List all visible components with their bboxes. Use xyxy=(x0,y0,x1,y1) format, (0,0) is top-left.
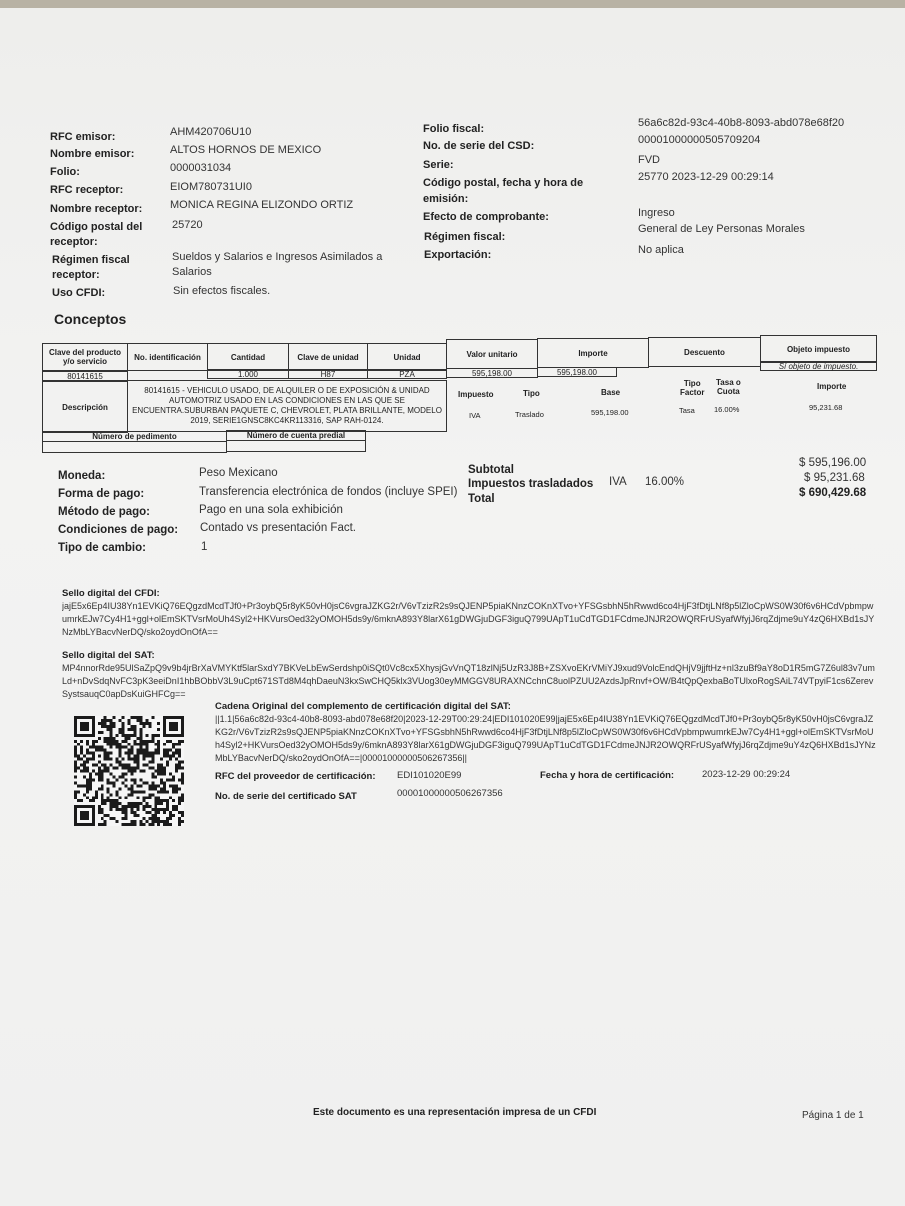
exportacion-label: Exportación: xyxy=(424,249,492,261)
metodo-pago-value: Pago en una sola exhibición xyxy=(199,504,343,516)
cuenta-predial-value-cell xyxy=(226,440,366,452)
serie-csd-label: No. de serie del CSD: xyxy=(423,140,535,152)
th-valor-unitario: Valor unitario xyxy=(446,339,538,369)
uso-cfdi-value: Sin efectos fiscales. xyxy=(173,285,271,297)
imp-th-tasa-cuota xyxy=(716,378,741,396)
pedimento-value-cell xyxy=(42,441,227,453)
imp-th-tipo-factor-2: Factor xyxy=(680,388,705,397)
cp-fecha-label-1: Código postal, fecha y hora de xyxy=(423,177,584,189)
impuestos-trasladados-label: Impuestos trasladados xyxy=(468,478,594,490)
efecto-value: Ingreso xyxy=(638,207,675,219)
th-objeto-impuesto: Objeto impuesto xyxy=(760,335,877,363)
td-clave-unidad: H87 xyxy=(288,369,368,379)
sello-sat-label: Sello digital del SAT: xyxy=(62,650,155,661)
imp-th-base: Base xyxy=(601,388,621,397)
cp-fecha-label-2: emisión: xyxy=(423,193,469,205)
folio-fiscal-value: 56a6c82d-93c4-40b8-8093-abd078e68f20 xyxy=(638,117,845,129)
uso-cfdi-label: Uso CFDI: xyxy=(52,287,106,299)
imp-th-importe: Importe xyxy=(817,382,847,391)
cadena-original-label: Cadena Original del complemento de certificación digital del SAT: xyxy=(215,701,511,712)
th-clave-producto: Clave del producto y/o servicio xyxy=(42,343,128,371)
td-valor-unitario: 595,198.00 xyxy=(446,368,538,378)
td-importe: 595,198.00 xyxy=(537,367,617,377)
cp-receptor-label-1: Código postal del xyxy=(50,221,143,233)
cadena-original-value: ||1.1|56a6c82d-93c4-40b8-8093-abd078e68f20|2023-12-29T00:29:24|EDI101020E99|jajE5x6Ep4IU38Yn1EVKiQ76EQgzdMcdTJf0+Pr3oybQ5r8yK50vH0jsC6vgraJZKG2r/V6vTzizR2s9sQJENP5piaKNnzCOKnXTvo+YFSGsbhN5hRwwd6co4HjF3fDtjLNf8p5lZloCpWS0W30f6v6HCdVpbmpwumrkEJw7Cy4H1+ggl+olEmSKTVsrMoUh4Syl2+HKVursOed32yOMOH5ds9y/6mknA893Y8larX61gDWGjuDGF3iguQ799UApT1uCdTGD1FCdmeJNJR2OWQRFrUSyafWfyjJ6rqZdjme9uY4zQ6HXBd1sJYNzMbLYBacvNerDQ/sko2oydOnOfA==|00001000000506267356|| xyxy=(215,714,876,763)
cp-receptor-label-2: receptor: xyxy=(50,236,98,248)
imp-td-tipo-factor: Tasa xyxy=(679,406,695,415)
conceptos-title: Conceptos xyxy=(54,311,127,327)
cp-fecha-value: 25770 2023-12-29 00:29:14 xyxy=(638,171,774,183)
sello-sat-value: MP4nnorRde95UlSaZpQ9v9b4jrBrXaVMYKtf5larSxdY7BKVeLbEwSerdshp0iSQt0Vc8cx5XhysjGvVnQT18zlNj5UzR3J8B+ZSXvoEKrVMiYJ9xud9VolcEndQHjV9jjftHz+nl3zuBf9aY8oD1R5mG7Z6ul83v7umLd+nDvSdqNvFC3pK3eeiDnI1hbBObbV3L9uCpt671STd8M4qhDaeuN3kxSwCHQ5klx3VUog30eyMMGGV8URAXNCchnC8uolPZUU2AzdsJpRnvf+OW/B4tQpQexbaBoTUlxoRogSAiL74VTpyiF1cs6ZerevSystsauqC0apDsKuiGHFCg== xyxy=(62,663,875,699)
exportacion-value: No aplica xyxy=(638,244,684,256)
sello-cfdi-label: Sello digital del CFDI: xyxy=(62,588,160,599)
forma-pago-label: Forma de pago: xyxy=(58,488,145,500)
rfc-emisor-label: RFC emisor: xyxy=(50,131,116,143)
descripcion-label: Descripción xyxy=(42,381,128,433)
conceptos-table xyxy=(42,331,877,453)
condiciones-label: Condiciones de pago: xyxy=(58,524,179,536)
footer-note: Este documento es una representación impresa de un CFDI xyxy=(313,1107,597,1118)
regimen-receptor-value-2: Salarios xyxy=(172,266,212,278)
rfc-emisor-value: AHM420706U10 xyxy=(170,126,252,138)
th-descuento: Descuento xyxy=(648,337,761,367)
rfc-receptor-value: EIOM780731UI0 xyxy=(170,181,252,193)
regimen-receptor-label-2: receptor: xyxy=(52,269,100,281)
qr-code-image xyxy=(74,715,184,827)
pedimento-label: Número de pedimento xyxy=(42,431,227,442)
cp-receptor-value: 25720 xyxy=(172,219,203,231)
subtotal-value: $ 595,196.00 xyxy=(799,457,867,469)
metodo-pago-label: Método de pago: xyxy=(58,506,150,518)
regimen-receptor-value-1: Sueldos y Salarios e Ingresos Asimilados a xyxy=(172,251,383,263)
serie-certificado-sat-value: 00001000000506267356 xyxy=(397,788,503,799)
th-no-identificacion: No. identificación xyxy=(127,343,208,371)
imp-th-tasa-cuota-2: Cuota xyxy=(717,387,740,396)
rfc-proveedor-label: RFC del proveedor de certificación: xyxy=(215,771,376,782)
imp-td-impuesto: IVA xyxy=(469,411,481,420)
serie-csd-value: 00001000000505709204 xyxy=(638,134,761,146)
descripcion-text: 80141615 - VEHICULO USADO, DE ALQUILER O DE EXPOSICIÓN & UNIDAD AUTOMOTRIZ USADO EN LAS CONDICIONES EN LAS QUE SE ENCUENTRA.SUBURBAN PAQUETE C, CHEVROLET, PLATA BRILLANTE, MODELO 2019, SERIE1GNSC8KC4KR113316, SAP RAH-0124. xyxy=(127,380,447,432)
tipo-cambio-value: 1 xyxy=(201,541,208,553)
tipo-cambio-label: Tipo de cambio: xyxy=(58,542,146,554)
imp-td-base: 595,198.00 xyxy=(591,408,629,417)
total-value: $ 690,429.68 xyxy=(799,487,867,499)
td-cantidad: 1.000 xyxy=(207,369,289,379)
folio-label: Folio: xyxy=(50,166,80,178)
condiciones-value: Contado vs presentación Fact. xyxy=(200,522,356,534)
imp-th-tasa-cuota-1: Tasa o xyxy=(716,378,741,387)
fecha-certificacion-value: 2023-12-29 00:29:24 xyxy=(702,769,791,780)
th-unidad: Unidad xyxy=(367,343,447,371)
moneda-label: Moneda: xyxy=(58,470,106,482)
imp-th-tipo-factor xyxy=(680,379,704,397)
imp-th-impuesto: Impuesto xyxy=(458,390,494,399)
serie-value: FVD xyxy=(638,154,660,166)
nombre-receptor-label: Nombre receptor: xyxy=(50,203,143,215)
regimen-fiscal-value: General de Ley Personas Morales xyxy=(638,223,805,235)
folio-value: 0000031034 xyxy=(170,162,232,174)
moneda-value: Peso Mexicano xyxy=(199,467,278,479)
th-cantidad: Cantidad xyxy=(207,343,289,371)
imp-th-tipo: Tipo xyxy=(523,389,540,398)
page-number: Página 1 de 1 xyxy=(802,1110,864,1121)
page-edge-shadow xyxy=(0,0,905,8)
nombre-emisor-label: Nombre emisor: xyxy=(50,148,135,160)
td-clave-producto: 80141615 xyxy=(42,371,128,381)
serie-certificado-sat-label: No. de serie del certificado SAT xyxy=(215,791,357,802)
impuestos-value: $ 95,231.68 xyxy=(804,472,865,484)
imp-th-tipo-factor-1: Tipo xyxy=(683,379,701,388)
imp-td-importe: 95,231.68 xyxy=(809,403,843,412)
impuestos-tasa: 16.00% xyxy=(645,476,685,488)
serie-label: Serie: xyxy=(423,159,454,171)
rfc-receptor-label: RFC receptor: xyxy=(50,184,124,196)
td-unidad: PZA xyxy=(367,369,447,379)
sello-cfdi-value: jajE5x6Ep4IU38Yn1EVKiQ76EQgzdMcdTJf0+Pr3oybQ5r8yK50vH0jsC6vgraJZKG2r/V6vTzizR2s9sQJENP5piaKNnzCOKnXTvo+YFSGsbhN5hRwwd6co4HjF3fDtjLNf8p5lZloCpWS0W30f6v6HCdVpbmpwumrkEJw7Cy4H1+ggl+olEmSKTVsrMoUh4Syl2+HKVursOed32yOMOH5ds9y/6mknA893Y8larX61gDWGjuDGF3iguQ799UApT1uCdTGD1FCdmeJNJR2OWQRFrUSyafWfyjJ6rqZdjme9uY4zQ6HXBd1sJYNzMbLYBacvNerDQ/sko2oydOnOfA== xyxy=(62,601,875,637)
total-label: Total xyxy=(468,493,495,505)
subtotal-label: Subtotal xyxy=(468,464,514,476)
regimen-receptor-label-1: Régimen fiscal xyxy=(52,254,130,266)
th-importe: Importe xyxy=(537,338,649,368)
folio-fiscal-label: Folio fiscal: xyxy=(423,123,485,135)
nombre-receptor-value: MONICA REGINA ELIZONDO ORTIZ xyxy=(170,199,354,211)
imp-td-tasa-cuota: 16.00% xyxy=(714,405,740,414)
fecha-certificacion-label: Fecha y hora de certificación: xyxy=(540,770,675,781)
nombre-emisor-value: ALTOS HORNOS DE MEXICO xyxy=(170,144,322,156)
rfc-proveedor-value: EDI101020E99 xyxy=(397,770,462,781)
cuenta-predial-label: Número de cuenta predial xyxy=(226,430,366,441)
regimen-fiscal-label: Régimen fiscal: xyxy=(424,231,506,243)
efecto-label: Efecto de comprobante: xyxy=(423,211,549,223)
td-objeto-impuesto: Sí objeto de impuesto. xyxy=(760,361,877,371)
impuestos-tipo: IVA xyxy=(609,476,627,488)
imp-td-tipo: Traslado xyxy=(515,410,544,419)
th-clave-unidad: Clave de unidad xyxy=(288,343,368,371)
forma-pago-value: Transferencia electrónica de fondos (incluye SPEI) xyxy=(199,486,458,498)
